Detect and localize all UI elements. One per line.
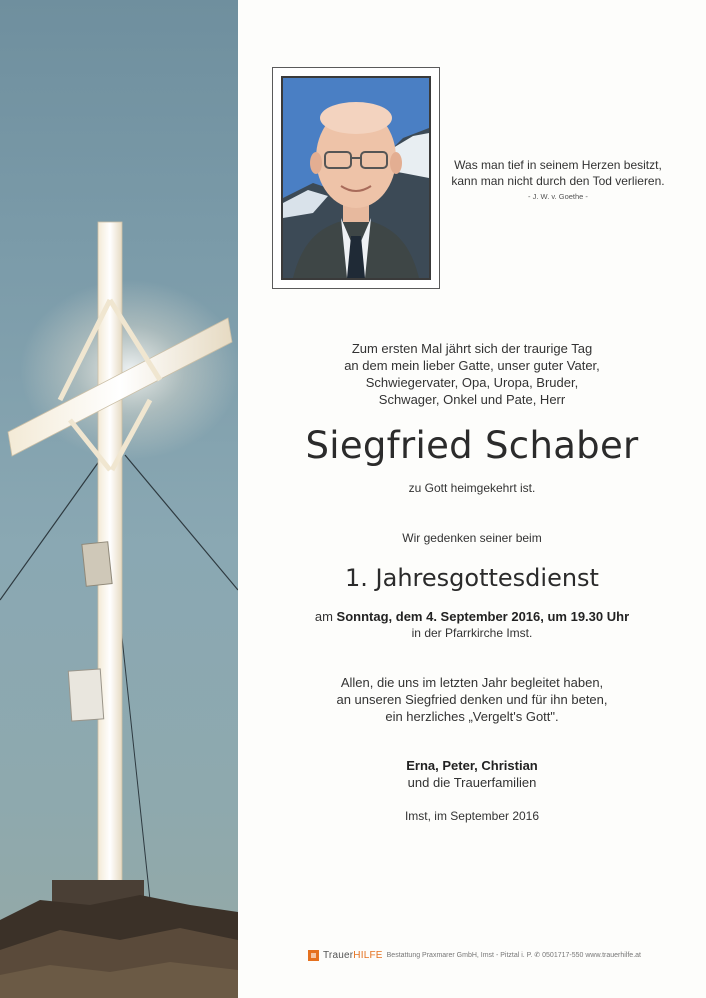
intro-text — [238, 340, 706, 408]
intro-line-1: Zum ersten Mal jährt sich der traurige Tag — [351, 341, 593, 356]
intro-line-2: an dem mein lieber Gatte, unser guter Vater, — [344, 358, 600, 373]
homecoming-text: zu Gott heimgekehrt ist. — [408, 481, 536, 495]
trauerhilfe-logo-icon — [308, 950, 319, 961]
quote-line-2: kann man nicht durch den Tod verlieren. — [451, 174, 665, 188]
portrait-photo — [281, 76, 431, 280]
portrait-frame — [272, 67, 440, 289]
service-title: 1. Jahresgottesdienst — [345, 564, 599, 592]
intro-line-3: Schwiegervater, Opa, Uropa, Bruder, — [365, 375, 579, 390]
place-date: Imst, im September 2016 — [404, 809, 540, 823]
thanks-line-2: an unseren Siegfried denken und für ihn beten, — [336, 692, 608, 707]
deceased-name: Siegfried Schaber — [305, 424, 639, 467]
remember-text: Wir gedenken seiner beim — [402, 531, 542, 545]
thanks-line-1: Allen, die uns im letzten Jahr begleitet haben, — [340, 675, 604, 690]
service-place: in der Pfarrkirche Imst. — [411, 626, 533, 640]
thanks-text — [238, 674, 706, 725]
service-prefix: am — [314, 609, 337, 624]
quote-line-1: Was man tief in seinem Herzen besitzt, — [454, 158, 662, 172]
summit-cross-icon — [0, 0, 238, 998]
footer-details: Bestattung Praxmarer GmbH, Imst - Pitztal i. P. ✆ 0501717-550 www.trauerhilfe.at — [386, 952, 641, 959]
summit-cross-photo — [0, 0, 238, 998]
thanks-line-3: ein herzliches „Vergelt's Gott". — [385, 709, 559, 724]
service-date-time — [238, 608, 706, 625]
brand-part-2: HILFE — [353, 949, 383, 961]
quote-author: - J. W. v. Goethe - — [528, 192, 588, 201]
intro-line-4: Schwager, Onkel und Pate, Herr — [378, 392, 566, 407]
brand-part-1: Trauer — [323, 949, 354, 961]
families: und die Trauerfamilien — [407, 775, 537, 790]
footer-brand — [323, 950, 383, 961]
footer — [308, 947, 641, 963]
goethe-quote — [440, 157, 676, 203]
service-date: Sonntag, dem 4. September 2016, um 19.30 Uhr — [336, 609, 630, 624]
portrait-icon — [283, 78, 429, 278]
signers: Erna, Peter, Christian — [406, 758, 538, 773]
